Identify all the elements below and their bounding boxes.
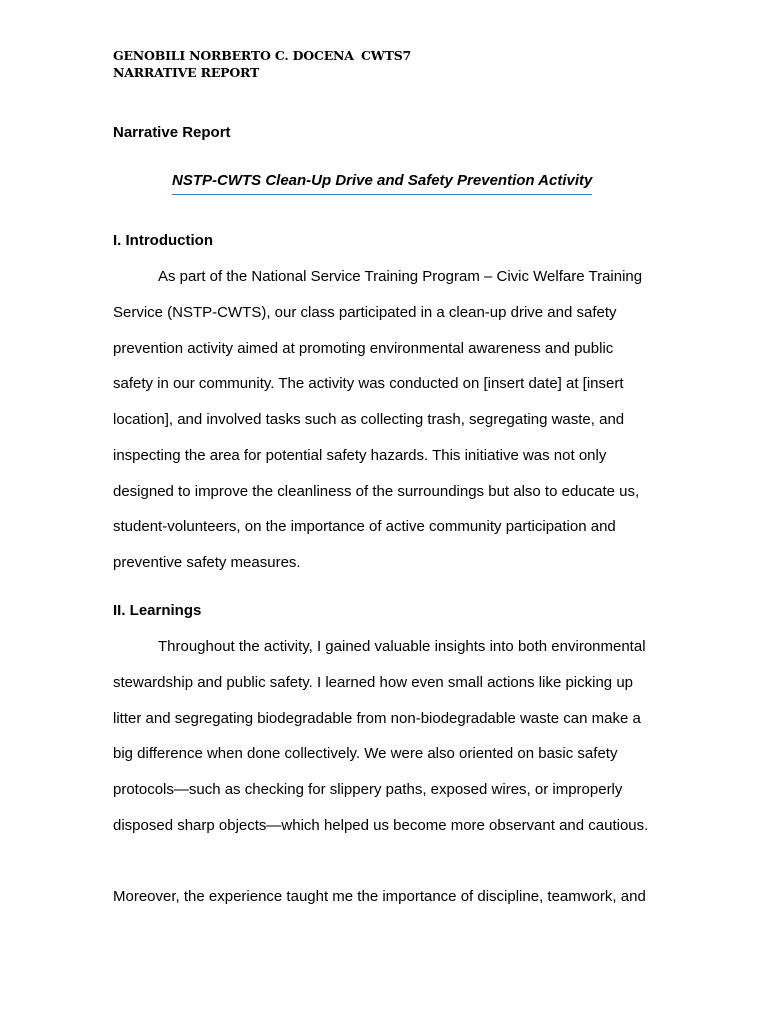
paragraph-line: stewardship and public safety. I learned how even small actions like picking up	[113, 673, 634, 691]
header-name-row	[113, 47, 411, 64]
report-type: NARRATIVE REPORT	[113, 65, 260, 80]
paragraph-line: safety in our community. The activity was conducted on [insert date] at [insert	[113, 375, 624, 393]
course-code: CWTS7	[361, 48, 412, 63]
paragraph-line: student-volunteers, on the importance of active community participation and	[113, 518, 616, 536]
paragraph-line: inspecting the area for potential safety hazards. This initiative was not only	[113, 446, 607, 464]
paragraph-line: location], and involved tasks such as collecting trash, segregating waste, and	[113, 411, 625, 428]
paragraph-line: Service (NSTP-CWTS), our class participated in a clean-up drive and safety	[113, 303, 617, 321]
introduction-heading: I. Introduction	[113, 232, 213, 249]
document-title: NSTP-CWTS Clean-Up Drive and Safety Prevention Activity	[172, 172, 592, 195]
page-header	[113, 47, 411, 81]
introduction-paragraph	[113, 259, 661, 581]
author-name: GENOBILI NORBERTO C. DOCENA	[113, 48, 354, 63]
paragraph-line: big difference when done collectively. We were also oriented on basic safety	[113, 745, 618, 763]
paragraph-line: designed to improve the cleanliness of the surroundings but also to educate us,	[113, 482, 640, 500]
learnings-heading: II. Learnings	[113, 602, 202, 619]
paragraph-line: As part of the National Service Training Program – Civic Welfare Training	[158, 268, 643, 285]
paragraph-line: protocols—such as checking for slippery paths, exposed wires, or improperly	[113, 781, 623, 798]
paragraph-line: Moreover, the experience taught me the importance of discipline, teamwork, and	[113, 888, 646, 905]
learnings-continuation-paragraph	[113, 879, 661, 915]
paragraph-line: litter and segregating biodegradable from non-biodegradable waste can make a	[113, 709, 641, 727]
learnings-paragraph	[113, 629, 661, 844]
paragraph-line: disposed sharp objects—which helped us become more observant and cautious.	[113, 816, 649, 834]
document-label: Narrative Report	[113, 124, 231, 141]
paragraph-line: Throughout the activity, I gained valuable insights into both environmental	[158, 638, 646, 655]
paragraph-line: prevention activity aimed at promoting environmental awareness and public	[113, 339, 614, 357]
paragraph-line: preventive safety measures.	[113, 554, 301, 571]
header-report-row	[113, 64, 411, 81]
